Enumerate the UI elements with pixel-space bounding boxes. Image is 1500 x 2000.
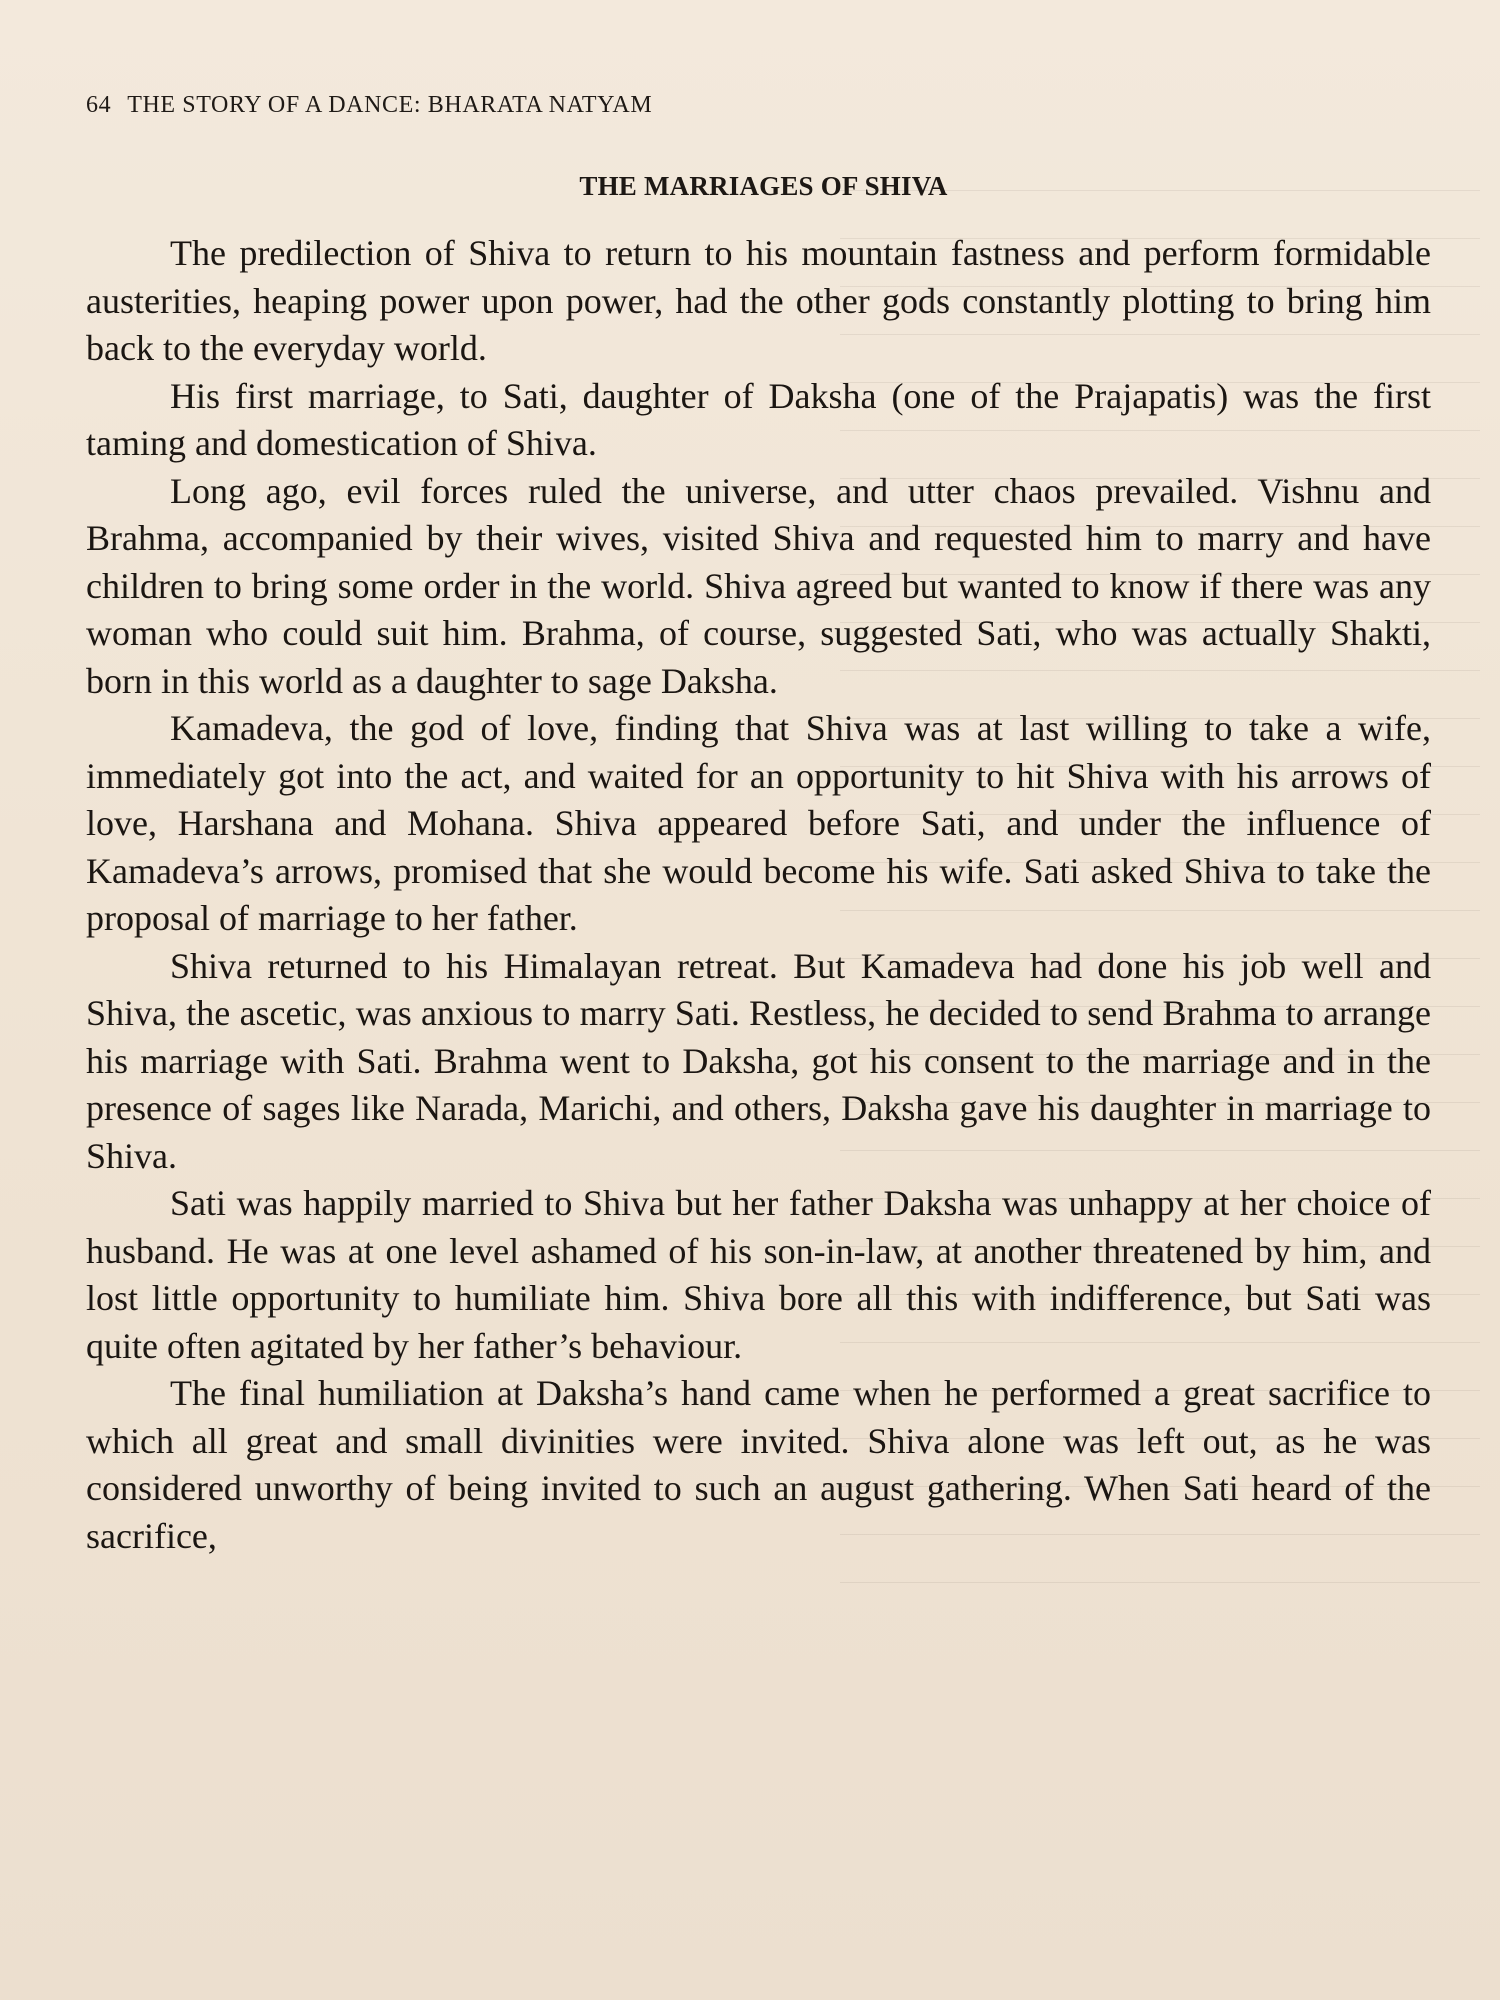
page-number: 64	[86, 92, 112, 118]
paragraph: The final humiliation at Daksha’s hand came when he performed a great sacrifice to which all great and small divinities were invited. Shiva alone was left out, as he was considered unworthy of being invited to such an august gathering. When Sati heard of the sacrifice,	[86, 1373, 1431, 1556]
paragraph: Shiva returned to his Himalayan retreat. But Kamadeva had done his job well and Shiva, the ascetic, was anxious to marry Sati. Restless, he decided to send Brahma to arrange his marriage with Sati. Brahma went to Daksha, got his consent to the marriage and in the presence of sages like Narada, Marichi, and others, Daksha gave his daughter in marriage to Shiva.	[86, 945, 1431, 1176]
section-heading: THE MARRIAGES OF SHIVA	[579, 171, 948, 201]
paragraph: Long ago, evil forces ruled the universe, and utter chaos prevailed. Vishnu and Brahma, accompanied by their wives, visited Shiva and requested him to marry and have children to bring some order in the world. Shiva agreed but wanted to know if there was any woman who could suit him. Brahma, of course, suggested Sati, who was actually Shakti, born in this world as a daughter to sage Daksha.	[86, 470, 1431, 701]
book-title: THE STORY OF A DANCE: BHARATA NATYAM	[127, 92, 653, 118]
paragraph: His first marriage, to Sati, daughter of Daksha (one of the Prajapatis) was the first taming and domestication of Shiva.	[86, 375, 1431, 463]
body-text	[86, 230, 1431, 1560]
paragraph: The predilection of Shiva to return to his mountain fastness and perform formidable austerities, heaping power upon power, had the other gods constantly plotting to bring him back to the everyday world.	[86, 233, 1431, 368]
running-head	[86, 92, 652, 119]
paragraph: Sati was happily married to Shiva but her father Daksha was unhappy at her choice of husband. He was at one level ashamed of his son-in-law, at another threatened by him, and lost little opportunity to humiliate him. Shiva bore all this with indifference, but Sati was quite often agitated by her father’s behaviour.	[86, 1183, 1431, 1366]
paragraph: Kamadeva, the god of love, finding that Shiva was at last willing to take a wife, immediately got into the act, and waited for an opportunity to hit Shiva with his arrows of love, Harshana and Mohana. Shiva appeared before Sati, and under the influence of Kamadeva’s arrows, promised that she would become his wife. Sati asked Shiva to take the proposal of marriage to her father.	[86, 708, 1431, 938]
